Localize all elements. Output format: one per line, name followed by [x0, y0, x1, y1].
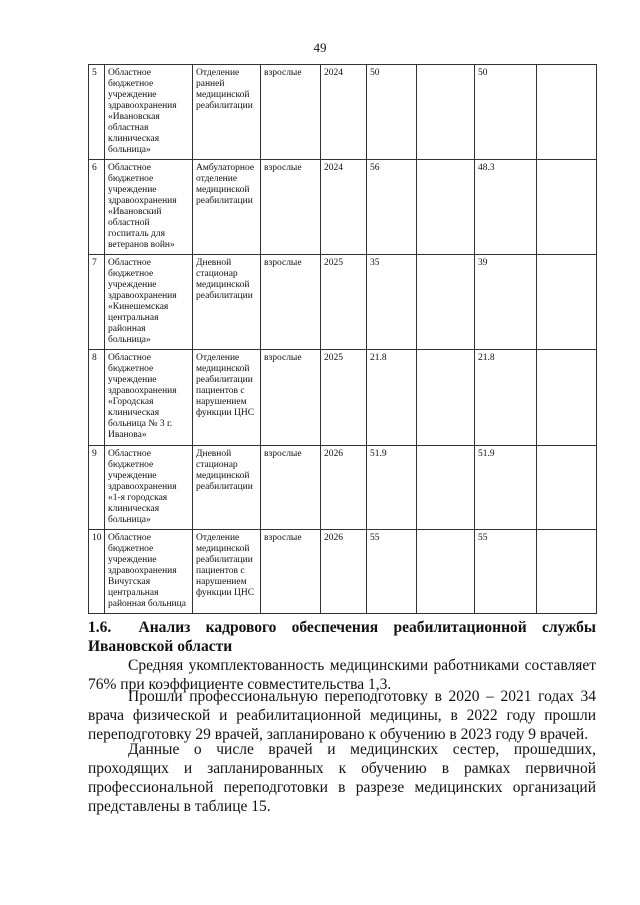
department-cell: Дневной стационар медицинской реабилитации [193, 255, 261, 350]
year-cell: 2025 [321, 255, 367, 350]
value-a-cell: 55 [367, 530, 417, 614]
row-number: 10 [89, 530, 105, 614]
value-c-cell: 48.3 [475, 160, 537, 255]
department-cell: Отделение медицинской реабилитации пациентов с нарушением функции ЦНС [193, 350, 261, 446]
age-group-cell: взрослые [261, 530, 321, 614]
age-group-cell: взрослые [261, 446, 321, 530]
organization-cell: Областное бюджетное учреждение здравоохранения «Ивановская областная клиническая больница» [105, 65, 193, 160]
organization-cell: Областное бюджетное учреждение здравоохранения «Кинешемская центральная районная больница» [105, 255, 193, 350]
age-group-cell: взрослые [261, 350, 321, 446]
table-row [89, 160, 597, 255]
organization-cell: Областное бюджетное учреждение здравоохранения Вичугская центральная районная больница [105, 530, 193, 614]
value-d-cell [537, 255, 597, 350]
row-number: 5 [89, 65, 105, 160]
row-number: 8 [89, 350, 105, 446]
value-a-cell: 56 [367, 160, 417, 255]
value-b-cell [417, 446, 475, 530]
age-group-cell: взрослые [261, 160, 321, 255]
value-b-cell [417, 160, 475, 255]
value-d-cell [537, 350, 597, 446]
section-title: Анализ кадрового обеспечения реабилитационной службы Ивановской области [88, 619, 596, 655]
department-cell: Отделение медицинской реабилитации пациентов с нарушением функции ЦНС [193, 530, 261, 614]
paragraph-retraining: Прошли профессиональную переподготовку в 2020 – 2021 годах 34 врача физической и реабилитационной медицины, в 2022 году прошли переподготовку 29 врачей, запланировано к обучению в 2023 году 9 врачей. [88, 688, 596, 743]
year-cell: 2024 [321, 160, 367, 255]
department-cell: Отделение ранней медицинской реабилитации [193, 65, 261, 160]
year-cell: 2026 [321, 446, 367, 530]
value-a-cell: 21.8 [367, 350, 417, 446]
value-b-cell [417, 255, 475, 350]
age-group-cell: взрослые [261, 65, 321, 160]
value-d-cell [537, 530, 597, 614]
value-c-cell: 39 [475, 255, 537, 350]
organization-cell: Областное бюджетное учреждение здравоохранения «1-я городская клиническая больница» [105, 446, 193, 530]
department-cell: Амбулаторное отделение медицинской реабилитации [193, 160, 261, 255]
department-cell: Дневной стационар медицинской реабилитации [193, 446, 261, 530]
rehab-departments-table [88, 64, 597, 614]
page-number: 49 [313, 40, 327, 55]
value-a-cell: 51.9 [367, 446, 417, 530]
table-row [89, 65, 597, 160]
value-c-cell: 51.9 [475, 446, 537, 530]
year-cell: 2024 [321, 65, 367, 160]
organization-cell: Областное бюджетное учреждение здравоохранения «Ивановский областной госпиталь для ветеранов войн» [105, 160, 193, 255]
year-cell: 2026 [321, 530, 367, 614]
paragraph-table-reference: Данные о числе врачей и медицинских сестер, прошедших, проходящих и запланированных к обучению в рамках первичной профессиональной переподготовки в разрезе медицинских организаций представлены в таблице 15. [88, 741, 596, 815]
table-row [89, 446, 597, 530]
value-a-cell: 35 [367, 255, 417, 350]
value-d-cell [537, 446, 597, 530]
value-b-cell [417, 350, 475, 446]
section-heading [88, 618, 596, 656]
value-a-cell: 50 [367, 65, 417, 160]
age-group-cell: взрослые [261, 255, 321, 350]
value-b-cell [417, 530, 475, 614]
section-number: 1.6. [88, 619, 112, 636]
organization-cell: Областное бюджетное учреждение здравоохранения «Городская клиническая больница № 3 г. Иванова» [105, 350, 193, 446]
value-c-cell: 50 [475, 65, 537, 160]
year-cell: 2025 [321, 350, 367, 446]
row-number: 9 [89, 446, 105, 530]
table-row [89, 255, 597, 350]
paragraph-staffing: Средняя укомплектованность медицинскими работниками составляет 76% при коэффициенте совместительства 1,3. [88, 657, 596, 693]
row-number: 6 [89, 160, 105, 255]
value-b-cell [417, 65, 475, 160]
value-c-cell: 55 [475, 530, 537, 614]
value-c-cell: 21.8 [475, 350, 537, 446]
table-row [89, 350, 597, 446]
row-number: 7 [89, 255, 105, 350]
value-d-cell [537, 65, 597, 160]
value-d-cell [537, 160, 597, 255]
table-row [89, 530, 597, 614]
